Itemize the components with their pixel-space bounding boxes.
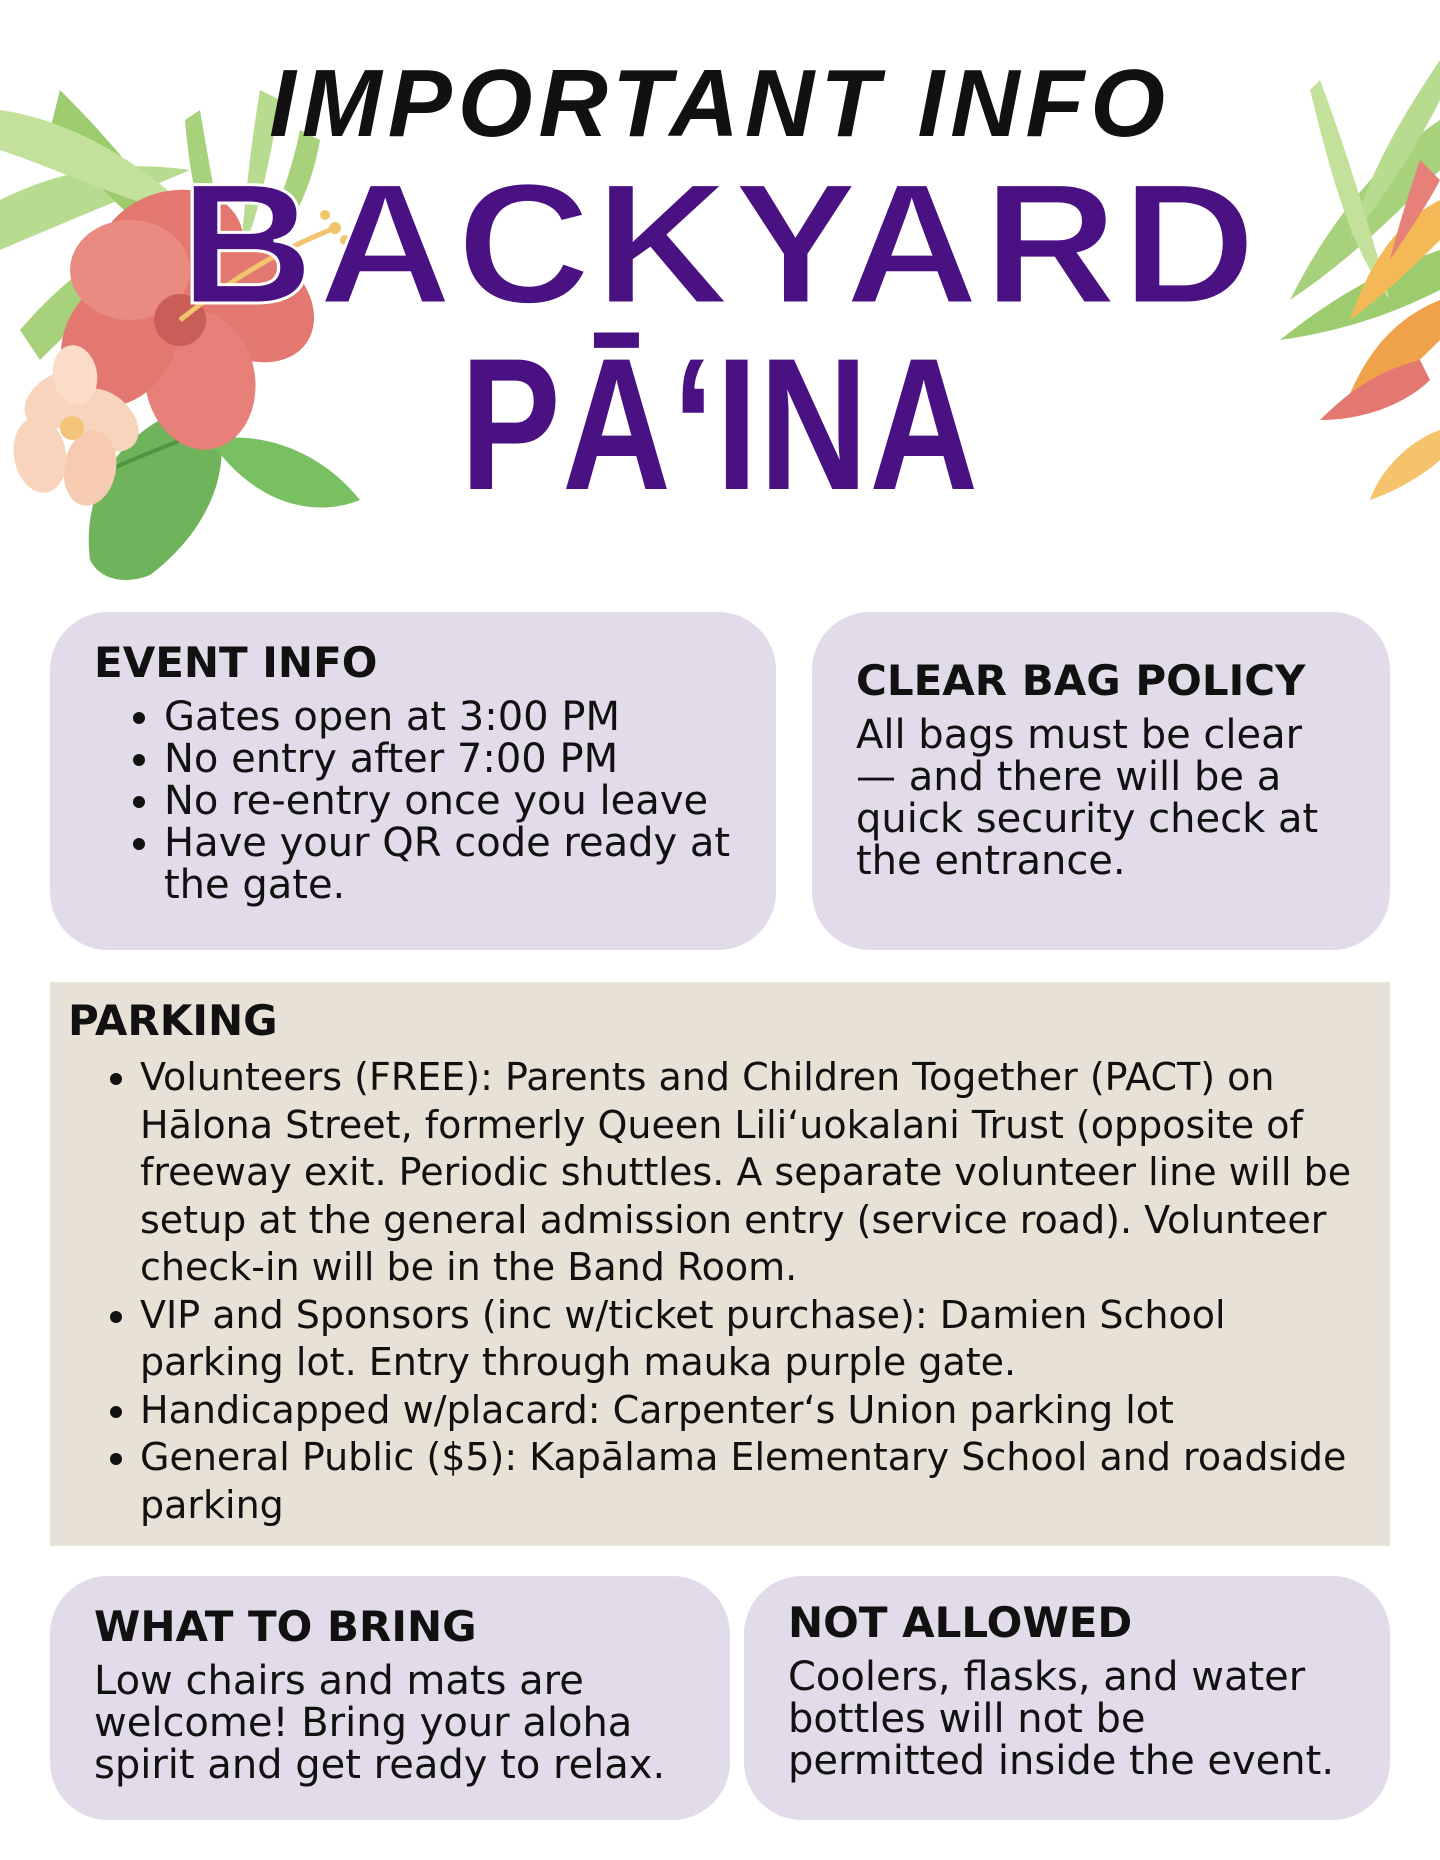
list-item: • No entry after 7:00 PM bbox=[164, 738, 732, 780]
clear-bag-policy-card bbox=[812, 612, 1390, 950]
list-item: • General Public ($5): Kapālama Elementary School and roadside parking bbox=[140, 1434, 1372, 1529]
not-allowed-text: Coolers, flasks, and water bottles will not be permitted inside the event. bbox=[788, 1654, 1335, 1785]
parking-section bbox=[50, 982, 1390, 1546]
list-item: • Gates open at 3:00 PM bbox=[164, 696, 732, 738]
what-to-bring-heading: WHAT TO BRING bbox=[94, 1602, 477, 1651]
event-title-backyard: BACKYARD bbox=[179, 148, 1261, 340]
event-info-heading: EVENT INFO bbox=[94, 638, 378, 687]
clear-bag-heading: CLEAR BAG POLICY bbox=[856, 656, 1306, 705]
not-allowed-card bbox=[744, 1576, 1390, 1820]
not-allowed-heading: NOT ALLOWED bbox=[788, 1598, 1133, 1647]
list-item: • Volunteers (FREE): Parents and Children Together (PACT) on Hālona Street, formerly Queen Lili‘uokalani Trust (opposite of freeway exit. Periodic shuttles. A separate volunteer line will be setup at the general admission entry (service road). Volunteer check-in will be in the Band Room. bbox=[140, 1054, 1372, 1292]
list-item: • No re-entry once you leave bbox=[164, 780, 732, 822]
event-info-list bbox=[94, 694, 732, 909]
list-item: • Have your QR code ready at the gate. bbox=[164, 822, 732, 906]
clear-bag-text: All bags must be clear — and there will be a quick security check at the entrance. bbox=[856, 712, 1319, 885]
what-to-bring-text: Low chairs and mats are welcome! Bring your aloha spirit and get ready to relax. bbox=[94, 1658, 666, 1789]
list-item: • Handicapped w/placard: Carpenter‘s Union parking lot bbox=[140, 1387, 1372, 1435]
event-info-card bbox=[50, 612, 776, 950]
important-info-kicker: IMPORTANT INFO bbox=[269, 50, 1171, 157]
parking-list bbox=[68, 1054, 1372, 1529]
event-title-paina: PĀ‘INA bbox=[460, 319, 980, 529]
parking-heading: PARKING bbox=[68, 996, 278, 1045]
what-to-bring-card bbox=[50, 1576, 730, 1820]
list-item: • VIP and Sponsors (inc w/ticket purchase): Damien School parking lot. Entry through mauka purple gate. bbox=[140, 1292, 1372, 1387]
